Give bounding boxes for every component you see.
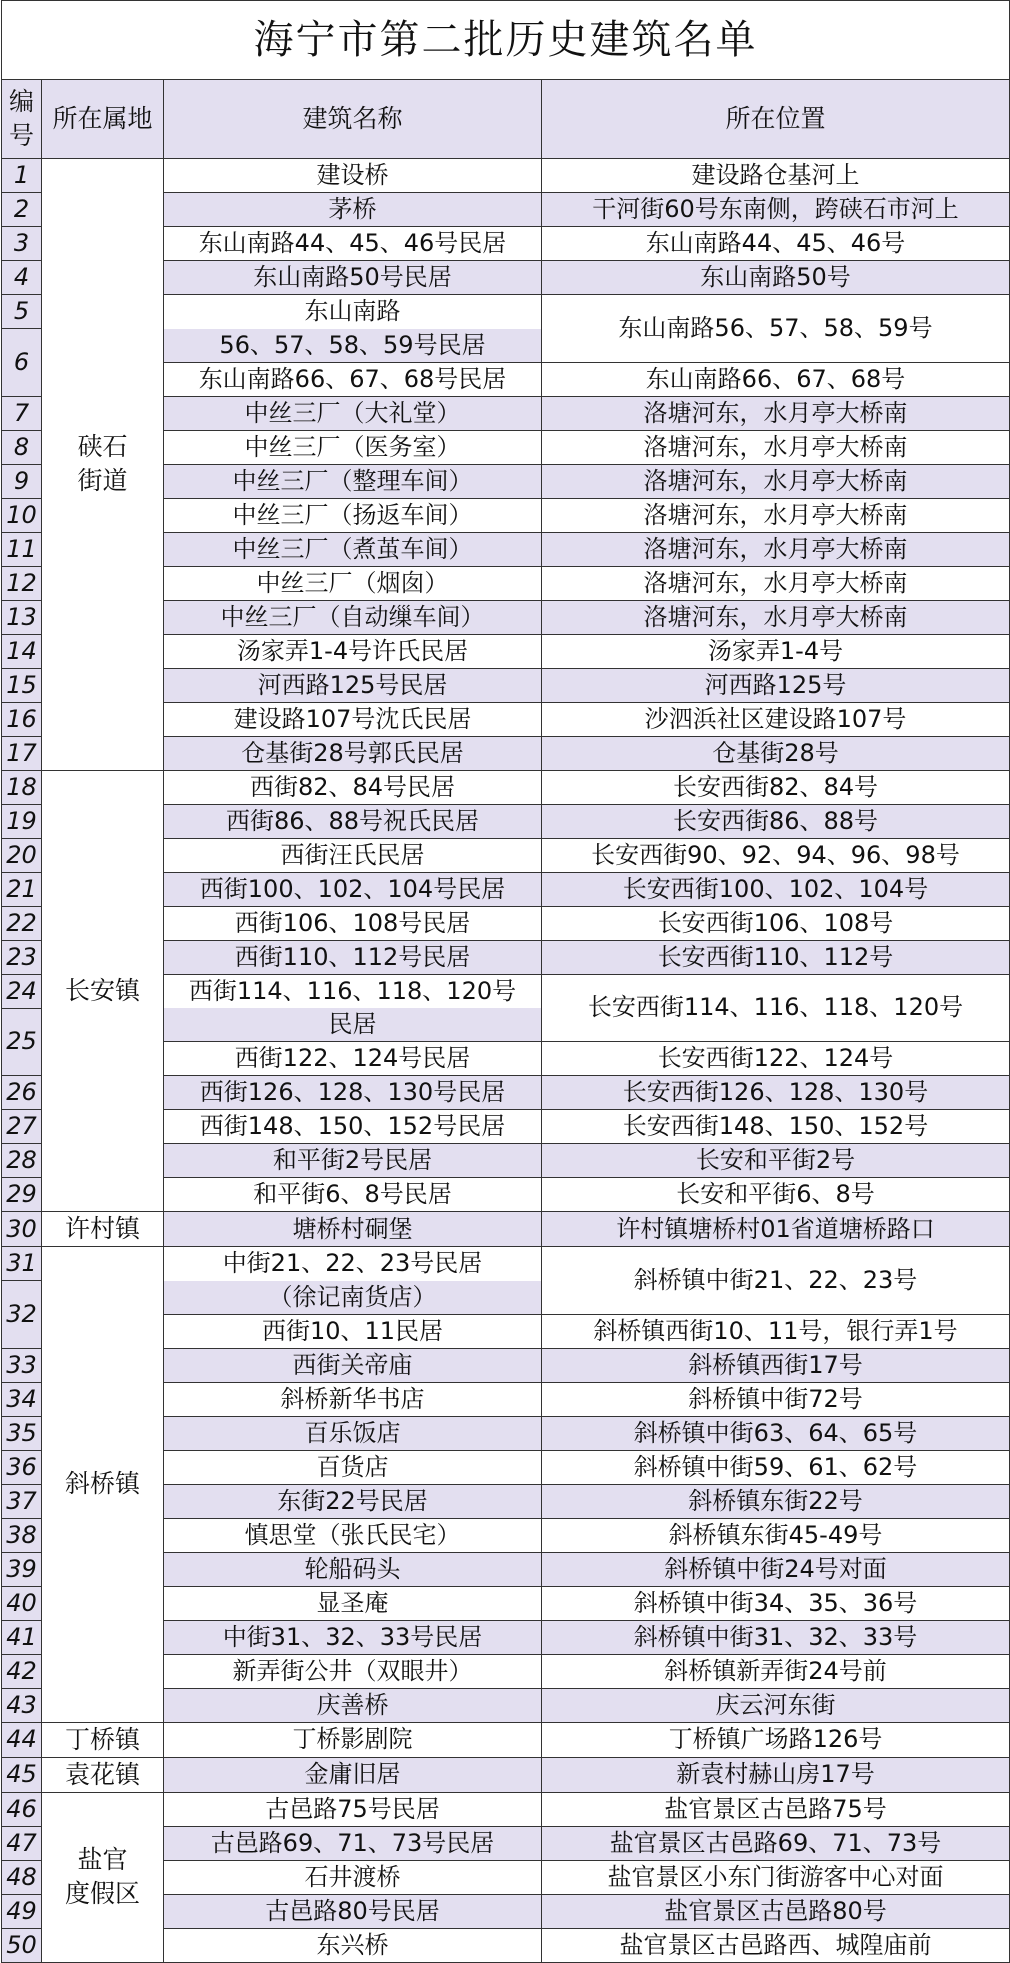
row-number: 37 bbox=[2, 1484, 42, 1518]
building-name: 西街100、102、104号民居 bbox=[164, 872, 542, 906]
building-address: 东山南路56、57、58、59号 bbox=[542, 295, 1010, 363]
building-address: 丁桥镇广场路126号 bbox=[542, 1722, 1010, 1757]
building-name: 河西路125号民居 bbox=[164, 668, 542, 702]
building-address: 盐官景区古邑路75号 bbox=[542, 1792, 1010, 1826]
row-number: 28 bbox=[2, 1144, 42, 1178]
building-name: 显圣庵 bbox=[164, 1586, 542, 1620]
row-number: 26 bbox=[2, 1076, 42, 1110]
building-name: 石井渡桥 bbox=[164, 1860, 542, 1894]
building-address: 新袁村赫山房17号 bbox=[542, 1757, 1010, 1792]
locality-cell: 斜桥镇 bbox=[42, 1247, 164, 1723]
building-name: 东山南路 bbox=[164, 295, 542, 329]
building-address: 长安西街122、124号 bbox=[542, 1042, 1010, 1076]
building-name: 西街126、128、130号民居 bbox=[164, 1076, 542, 1110]
building-address: 建设路仓基河上 bbox=[542, 159, 1010, 193]
building-address: 长安西街86、88号 bbox=[542, 804, 1010, 838]
building-name: 东街22号民居 bbox=[164, 1484, 542, 1518]
row-number: 15 bbox=[2, 668, 42, 702]
row-number: 24 bbox=[2, 974, 42, 1008]
building-name: 庆善桥 bbox=[164, 1688, 542, 1722]
building-name: 古邑路69、71、73号民居 bbox=[164, 1826, 542, 1860]
header-locality: 所在属地 bbox=[42, 80, 164, 159]
building-address: 斜桥镇东街45-49号 bbox=[542, 1518, 1010, 1552]
locality-cell: 丁桥镇 bbox=[42, 1722, 164, 1757]
building-address: 斜桥镇西街17号 bbox=[542, 1348, 1010, 1382]
row-number: 12 bbox=[2, 566, 42, 600]
building-name: 东山南路50号民居 bbox=[164, 261, 542, 295]
row-number: 5 bbox=[2, 295, 42, 329]
building-address: 斜桥镇中街24号对面 bbox=[542, 1552, 1010, 1586]
building-name: 56、57、58、59号民居 bbox=[164, 329, 542, 363]
heritage-table bbox=[1, 0, 1010, 1963]
building-name: 塘桥村硐堡 bbox=[164, 1212, 542, 1247]
row-number: 20 bbox=[2, 838, 42, 872]
header-name: 建筑名称 bbox=[164, 80, 542, 159]
header-num: 编号 bbox=[2, 80, 42, 159]
building-name: 西街10、11民居 bbox=[164, 1314, 542, 1348]
building-name: 中丝三厂（医务室） bbox=[164, 430, 542, 464]
row-number: 30 bbox=[2, 1212, 42, 1247]
building-name: 古邑路80号民居 bbox=[164, 1894, 542, 1928]
building-address: 斜桥镇中街21、22、23号 bbox=[542, 1247, 1010, 1315]
building-name: 西街106、108号民居 bbox=[164, 906, 542, 940]
building-address: 东山南路44、45、46号 bbox=[542, 227, 1010, 261]
building-name: 百乐饭店 bbox=[164, 1416, 542, 1450]
row-number: 44 bbox=[2, 1722, 42, 1757]
building-name: 中丝三厂（自动缫车间） bbox=[164, 600, 542, 634]
row-number: 45 bbox=[2, 1757, 42, 1792]
row-number: 47 bbox=[2, 1826, 42, 1860]
building-name: 西街汪氏民居 bbox=[164, 838, 542, 872]
building-address: 盐官景区古邑路80号 bbox=[542, 1894, 1010, 1928]
row-number: 14 bbox=[2, 634, 42, 668]
building-address: 河西路125号 bbox=[542, 668, 1010, 702]
row-number: 43 bbox=[2, 1688, 42, 1722]
building-name: 丁桥影剧院 bbox=[164, 1722, 542, 1757]
building-address: 盐官景区古邑路69、71、73号 bbox=[542, 1826, 1010, 1860]
row-number: 46 bbox=[2, 1792, 42, 1826]
building-name: 和平街6、8号民居 bbox=[164, 1178, 542, 1212]
building-name: 民居 bbox=[164, 1008, 542, 1042]
row-number: 22 bbox=[2, 906, 42, 940]
row-number: 21 bbox=[2, 872, 42, 906]
building-name: 轮船码头 bbox=[164, 1552, 542, 1586]
building-name: 西街148、150、152号民居 bbox=[164, 1110, 542, 1144]
building-address: 洛塘河东，水月亭大桥南 bbox=[542, 498, 1010, 532]
row-number: 16 bbox=[2, 702, 42, 736]
building-name: 西街110、112号民居 bbox=[164, 940, 542, 974]
page-title: 海宁市第二批历史建筑名单 bbox=[2, 1, 1010, 80]
row-number: 10 bbox=[2, 498, 42, 532]
building-address: 庆云河东街 bbox=[542, 1688, 1010, 1722]
building-name: 东山南路66、67、68号民居 bbox=[164, 362, 542, 396]
row-number: 27 bbox=[2, 1110, 42, 1144]
row-number: 39 bbox=[2, 1552, 42, 1586]
row-number: 48 bbox=[2, 1860, 42, 1894]
building-name: 西街122、124号民居 bbox=[164, 1042, 542, 1076]
row-number: 42 bbox=[2, 1654, 42, 1688]
row-number: 33 bbox=[2, 1348, 42, 1382]
table-row bbox=[2, 1212, 1010, 1247]
building-name: 中街21、22、23号民居 bbox=[164, 1247, 542, 1281]
building-address: 斜桥镇中街59、61、62号 bbox=[542, 1450, 1010, 1484]
building-address: 长安和平街6、8号 bbox=[542, 1178, 1010, 1212]
building-address: 洛塘河东，水月亭大桥南 bbox=[542, 396, 1010, 430]
building-address: 干河街60号东南侧，跨硖石市河上 bbox=[542, 193, 1010, 227]
locality-cell: 长安镇 bbox=[42, 770, 164, 1212]
building-name: 仓基街28号郭氏民居 bbox=[164, 736, 542, 770]
building-name: 新弄街公井（双眼井） bbox=[164, 1654, 542, 1688]
building-name: 西街82、84号民居 bbox=[164, 770, 542, 804]
building-name: 百货店 bbox=[164, 1450, 542, 1484]
building-name: 慎思堂（张氏民宅） bbox=[164, 1518, 542, 1552]
building-address: 洛塘河东，水月亭大桥南 bbox=[542, 532, 1010, 566]
building-address: 长安西街100、102、104号 bbox=[542, 872, 1010, 906]
building-address: 东山南路50号 bbox=[542, 261, 1010, 295]
building-address: 斜桥镇西街10、11号，银行弄1号 bbox=[542, 1314, 1010, 1348]
building-address: 长安西街148、150、152号 bbox=[542, 1110, 1010, 1144]
building-address: 长安西街126、128、130号 bbox=[542, 1076, 1010, 1110]
table-row bbox=[2, 1792, 1010, 1826]
building-address: 长安西街82、84号 bbox=[542, 770, 1010, 804]
building-name: 和平街2号民居 bbox=[164, 1144, 542, 1178]
building-name: 斜桥新华书店 bbox=[164, 1382, 542, 1416]
table-row bbox=[2, 159, 1010, 193]
table-row bbox=[2, 1247, 1010, 1281]
building-address: 盐官景区古邑路西、城隍庙前 bbox=[542, 1928, 1010, 1962]
building-name: （徐记南货店） bbox=[164, 1281, 542, 1315]
building-address: 洛塘河东，水月亭大桥南 bbox=[542, 566, 1010, 600]
row-number: 25 bbox=[2, 1008, 42, 1076]
building-name: 建设桥 bbox=[164, 159, 542, 193]
building-address: 长安西街110、112号 bbox=[542, 940, 1010, 974]
building-address: 盐官景区小东门街游客中心对面 bbox=[542, 1860, 1010, 1894]
building-name: 西街114、116、118、120号 bbox=[164, 974, 542, 1008]
building-name: 中丝三厂（大礼堂） bbox=[164, 396, 542, 430]
building-name: 金庸旧居 bbox=[164, 1757, 542, 1792]
building-address: 长安西街106、108号 bbox=[542, 906, 1010, 940]
building-address: 汤家弄1-4号 bbox=[542, 634, 1010, 668]
building-name: 中丝三厂（煮茧车间） bbox=[164, 532, 542, 566]
building-name: 中丝三厂（烟囱） bbox=[164, 566, 542, 600]
building-address: 长安和平街2号 bbox=[542, 1144, 1010, 1178]
table-row bbox=[2, 1757, 1010, 1792]
row-number: 18 bbox=[2, 770, 42, 804]
row-number: 36 bbox=[2, 1450, 42, 1484]
building-name: 中丝三厂（整理车间） bbox=[164, 464, 542, 498]
locality-cell: 许村镇 bbox=[42, 1212, 164, 1247]
row-number: 8 bbox=[2, 430, 42, 464]
building-name: 西街关帝庙 bbox=[164, 1348, 542, 1382]
building-address: 斜桥镇中街63、64、65号 bbox=[542, 1416, 1010, 1450]
building-address: 长安西街114、116、118、120号 bbox=[542, 974, 1010, 1042]
table-row bbox=[2, 1722, 1010, 1757]
row-number: 1 bbox=[2, 159, 42, 193]
building-address: 洛塘河东，水月亭大桥南 bbox=[542, 464, 1010, 498]
building-address: 许村镇塘桥村01省道塘桥路口 bbox=[542, 1212, 1010, 1247]
building-name: 中丝三厂（扬返车间） bbox=[164, 498, 542, 532]
building-name: 茅桥 bbox=[164, 193, 542, 227]
row-number: 31 bbox=[2, 1247, 42, 1281]
row-number: 17 bbox=[2, 736, 42, 770]
row-number: 29 bbox=[2, 1178, 42, 1212]
header-address: 所在位置 bbox=[542, 80, 1010, 159]
row-number: 40 bbox=[2, 1586, 42, 1620]
row-number: 41 bbox=[2, 1620, 42, 1654]
building-address: 斜桥镇中街72号 bbox=[542, 1382, 1010, 1416]
row-number: 23 bbox=[2, 940, 42, 974]
locality-cell: 硖石 街道 bbox=[42, 159, 164, 771]
building-name: 汤家弄1-4号许氏民居 bbox=[164, 634, 542, 668]
row-number: 49 bbox=[2, 1894, 42, 1928]
row-number: 9 bbox=[2, 464, 42, 498]
row-number: 34 bbox=[2, 1382, 42, 1416]
row-number: 7 bbox=[2, 396, 42, 430]
building-name: 东兴桥 bbox=[164, 1928, 542, 1962]
building-address: 斜桥镇中街34、35、36号 bbox=[542, 1586, 1010, 1620]
building-name: 古邑路75号民居 bbox=[164, 1792, 542, 1826]
building-name: 东山南路44、45、46号民居 bbox=[164, 227, 542, 261]
table-header bbox=[2, 80, 1010, 159]
row-number: 6 bbox=[2, 329, 42, 397]
building-address: 洛塘河东，水月亭大桥南 bbox=[542, 430, 1010, 464]
row-number: 11 bbox=[2, 532, 42, 566]
building-address: 沙泗浜社区建设路107号 bbox=[542, 702, 1010, 736]
row-number: 3 bbox=[2, 227, 42, 261]
row-number: 2 bbox=[2, 193, 42, 227]
building-name: 西街86、88号祝氏民居 bbox=[164, 804, 542, 838]
building-address: 斜桥镇中街31、32、33号 bbox=[542, 1620, 1010, 1654]
building-address: 洛塘河东，水月亭大桥南 bbox=[542, 600, 1010, 634]
building-address: 长安西街90、92、94、96、98号 bbox=[542, 838, 1010, 872]
row-number: 38 bbox=[2, 1518, 42, 1552]
locality-cell: 袁花镇 bbox=[42, 1757, 164, 1792]
building-name: 建设路107号沈氏民居 bbox=[164, 702, 542, 736]
building-address: 斜桥镇东街22号 bbox=[542, 1484, 1010, 1518]
building-address: 斜桥镇新弄街24号前 bbox=[542, 1654, 1010, 1688]
row-number: 19 bbox=[2, 804, 42, 838]
table-row bbox=[2, 770, 1010, 804]
building-address: 仓基街28号 bbox=[542, 736, 1010, 770]
row-number: 35 bbox=[2, 1416, 42, 1450]
row-number: 50 bbox=[2, 1928, 42, 1962]
locality-cell: 盐官 度假区 bbox=[42, 1792, 164, 1962]
building-address: 东山南路66、67、68号 bbox=[542, 362, 1010, 396]
row-number: 13 bbox=[2, 600, 42, 634]
building-name: 中街31、32、33号民居 bbox=[164, 1620, 542, 1654]
row-number: 32 bbox=[2, 1281, 42, 1349]
row-number: 4 bbox=[2, 261, 42, 295]
